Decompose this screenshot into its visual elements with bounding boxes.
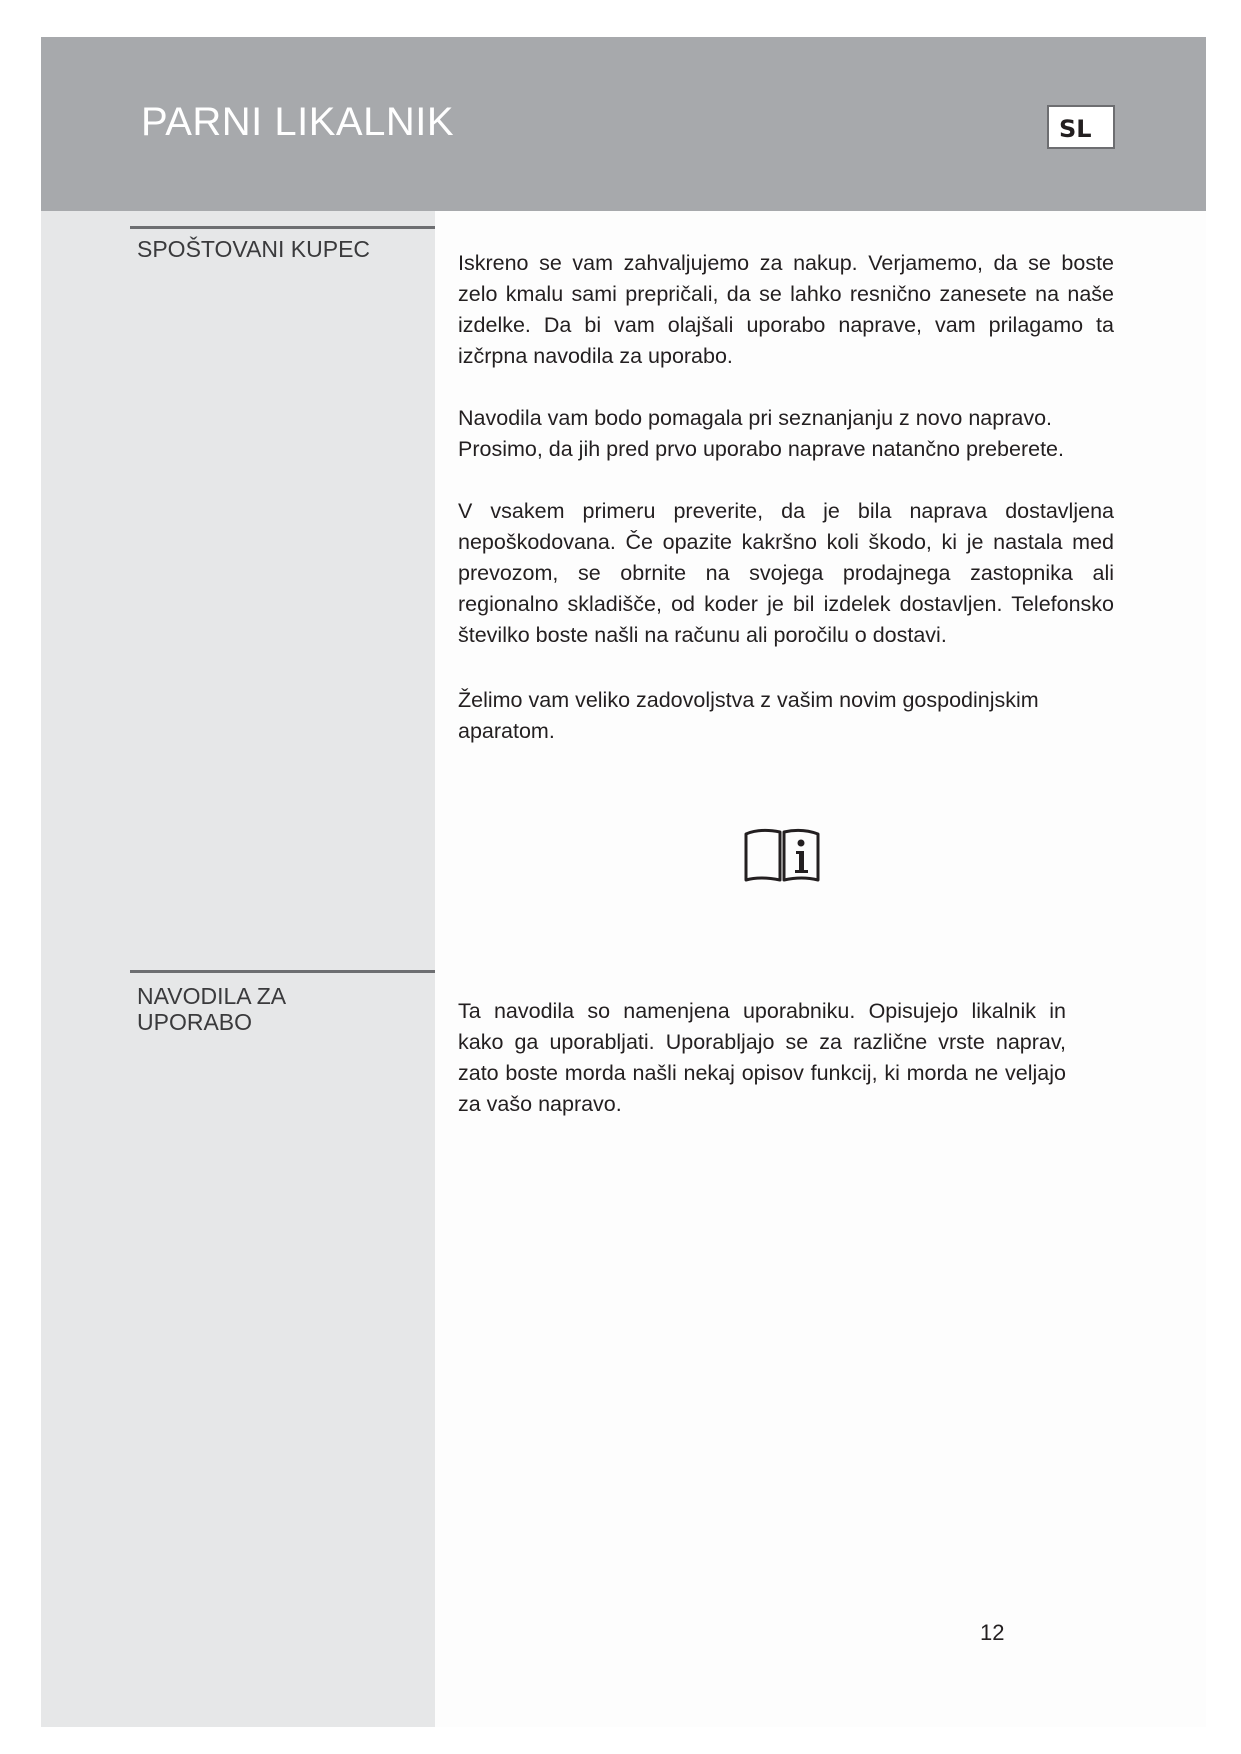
section-heading-instructions (137, 983, 286, 1035)
section-divider (130, 970, 435, 973)
section-heading-line: NAVODILA ZA (137, 983, 287, 1009)
page-number: 12 (980, 1620, 1005, 1645)
page-title: PARNI LIKALNIK (141, 100, 455, 144)
sidebar (41, 211, 435, 1727)
read-manual-icon (742, 824, 822, 884)
page-header (41, 37, 1206, 211)
language-badge: SL (1047, 105, 1115, 149)
paragraph-wishes: Želimo vam veliko zadovoljstva z vašim novim gospodinjskim aparatom. (458, 688, 1039, 743)
section-heading-line: UPORABO (137, 1009, 253, 1035)
paragraph-check-delivery: V vsakem primeru preverite, da je bila naprava dostavljena nepoškodovana. Če opazite kakršno koli škodo, ki je nastala med prevozom, se obrnite na svojega prodajnega zastopnika ali regionalno skladišče, od koder je bil izdelek dostavljen. Telefonsko številko boste našli na računu ali poročilu o dostavi. (458, 499, 1114, 647)
paragraph-thanks: Iskreno se vam zahvaljujemo za nakup. Verjamemo, da se boste zelo kmalu sami prepričali, da se lahko resnično zanesete na naše izdelke. Da bi vam olajšali uporabo naprave, vam prilagamo ta izčrpna navodila za uporabo. (458, 251, 1114, 368)
paragraph-instructions-help: Navodila vam bodo pomagala pri seznanjanju z novo napravo. Prosimo, da jih pred prvo uporabo naprave natančno preberete. (458, 406, 1064, 461)
section-heading-dear-customer: SPOŠTOVANI KUPEC (137, 236, 371, 262)
paragraph-manual-purpose: Ta navodila so namenjena uporabniku. Opisujejo likalnik in kako ga uporabljati. Uporabljajo se za različne vrste naprav, zato boste morda našli nekaj opisov funkcij, ki morda ne veljajo za vašo napravo. (458, 999, 1066, 1116)
section-divider (130, 226, 435, 229)
